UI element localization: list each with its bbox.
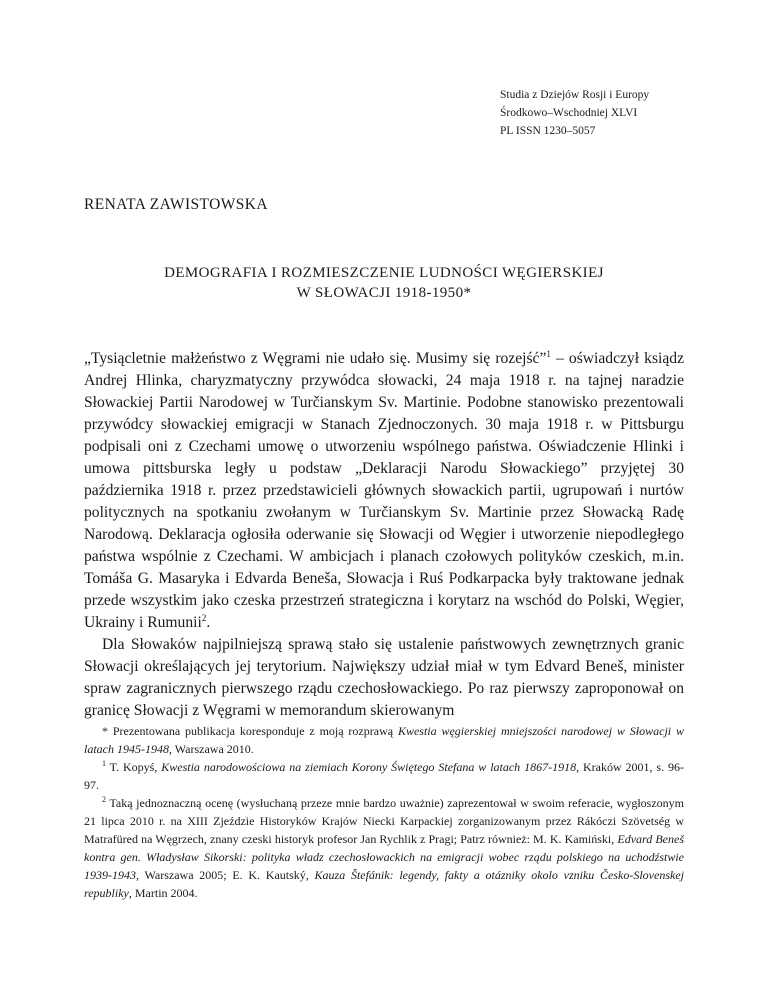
footnote-ref-2: 2 xyxy=(201,612,207,623)
footnote-2-mid: , Warszawa 2005; E. K. Kautský, xyxy=(136,868,315,882)
footnote-ref-1: 1 xyxy=(546,348,551,359)
footnotes xyxy=(84,722,684,902)
footnote-1 xyxy=(84,758,684,794)
article-title xyxy=(84,263,684,303)
footnote-1-author: T. Kopyś, xyxy=(106,760,162,774)
journal-issn: PL ISSN 1230–5057 xyxy=(500,125,596,137)
footnote-2-title-1: Edvard Beneš kontra gen. Władysław Sikorski: polityka władz czechosłowackich na emigracji wobec rządu polskiego na uchodźstwie 1939-1943 xyxy=(84,832,684,882)
footnote-2-end: , Martin 2004. xyxy=(128,886,198,900)
footnote-1-mark: 1 xyxy=(102,759,106,768)
footnote-2-text: Taką jednoznaczną ocenę (wysłuchaną przeze mnie bardzo uważnie) zaprezentował w swoim referacie, wygłoszonym 21 lipca 2010 r. na XIII Zjeździe Historyków Krajów Niecki Karpackiej zorganizowanym przez Rákóczi Szövetség w Matrafüred na Węgrzech, znany czeski historyk profesor Jan Rychlik z Pragi; Patrz również: M. K. Kamiński, xyxy=(84,796,684,846)
paragraph-2: Dla Słowaków najpilniejszą sprawą stało się ustalenie państwowych zewnętrznych granic Słowacji określających jej terytorium. Największy udział miał w tym Edvard Beneš, minister spraw zagranicznych pierwszego rządu czechosłowackiego. Po raz pierwszy zaproponował on granicę Słowacji z Węgrami w memorandum skierowanym xyxy=(84,636,684,719)
footnote-1-end: , Kraków 2001, s. 96-97. xyxy=(84,760,684,792)
paragraph-1 xyxy=(84,348,684,634)
paragraph-1-text: – oświadczył ksiądz Andrej Hlinka, charyzmatyczny przywódca słowacki, 24 maja 1918 r. na tajnej naradzie Słowackiej Partii Narodowej w Turčianskym Sv. Martinie. Podobne stanowisko prezentowali przywódcy słowackiej emigracji w Stanach Zjednoczonych. 30 maja 1918 r. w Pittsburgu podpisali oni z Czechami umowę o utworzeniu wspólnego państwa. Oświadczenie Hlinki i umowa pittsburska legły u podstaw „Deklaracji Narodu Słowackiego” przyjętej 30 października 1918 r. przez przedstawicieli głównych słowackich partii, ugrupowań i nurtów politycznych na spotkaniu zwołanym w Turčianskym Sv. Martinie przez Słowacką Radę Narodową. Deklaracja ogłosiła oderwanie się Słowacji od Węgier i utworzenie niepodległego państwa wspólnie z Czechami. W ambicjach i planach czołowych polityków czeskich, m.in. Tomáša G. Masaryka i Edvarda Beneša, Słowacja i Ruś Podkarpacka były traktowane jednak przede wszystkim jako czeska przestrzeń strategiczna i korytarz na wschód do Polski, Węgier, Ukrainy i Rumunii xyxy=(84,350,684,631)
journal-info xyxy=(500,86,649,140)
author-name: RENATA ZAWISTOWSKA xyxy=(84,196,268,213)
journal-name: Studia z Dziejów Rosji i Europy xyxy=(500,89,650,101)
footnote-star-mark: * xyxy=(102,724,108,738)
footnote-star-title: Kwestia węgierskiej mniejszości narodowej w Słowacji w latach 1945-1948 xyxy=(84,724,684,756)
journal-volume: Środkowo–Wschodniej XLVI xyxy=(500,107,638,119)
footnote-star-text: Prezentowana publikacja koresponduje z moją rozprawą xyxy=(108,724,398,738)
footnote-1-title: Kwestia narodowościowa na ziemiach Korony Świętego Stefana w latach 1867-1918 xyxy=(161,760,577,774)
opening-quote: „Tysiącletnie małżeństwo z Węgrami nie udało się. Musimy się rozejść” xyxy=(84,350,547,367)
footnote-2-mark: 2 xyxy=(102,795,106,804)
paragraph-1-end: . xyxy=(206,614,211,631)
footnote-star-end: , Warszawa 2010. xyxy=(169,742,254,756)
footnote-2 xyxy=(84,794,684,902)
footnote-2-title-2: Kauza Štefánik: legendy, fakty a otázniky okolo vzniku Česko-Slovenskej republiky xyxy=(84,868,684,900)
article-body xyxy=(84,348,684,722)
footnote-star xyxy=(84,722,684,758)
title-line-1: DEMOGRAFIA I ROZMIESZCZENIE LUDNOŚCI WĘGIERSKIEJ xyxy=(164,265,604,281)
title-line-2: W SŁOWACJI 1918-1950* xyxy=(296,285,472,301)
